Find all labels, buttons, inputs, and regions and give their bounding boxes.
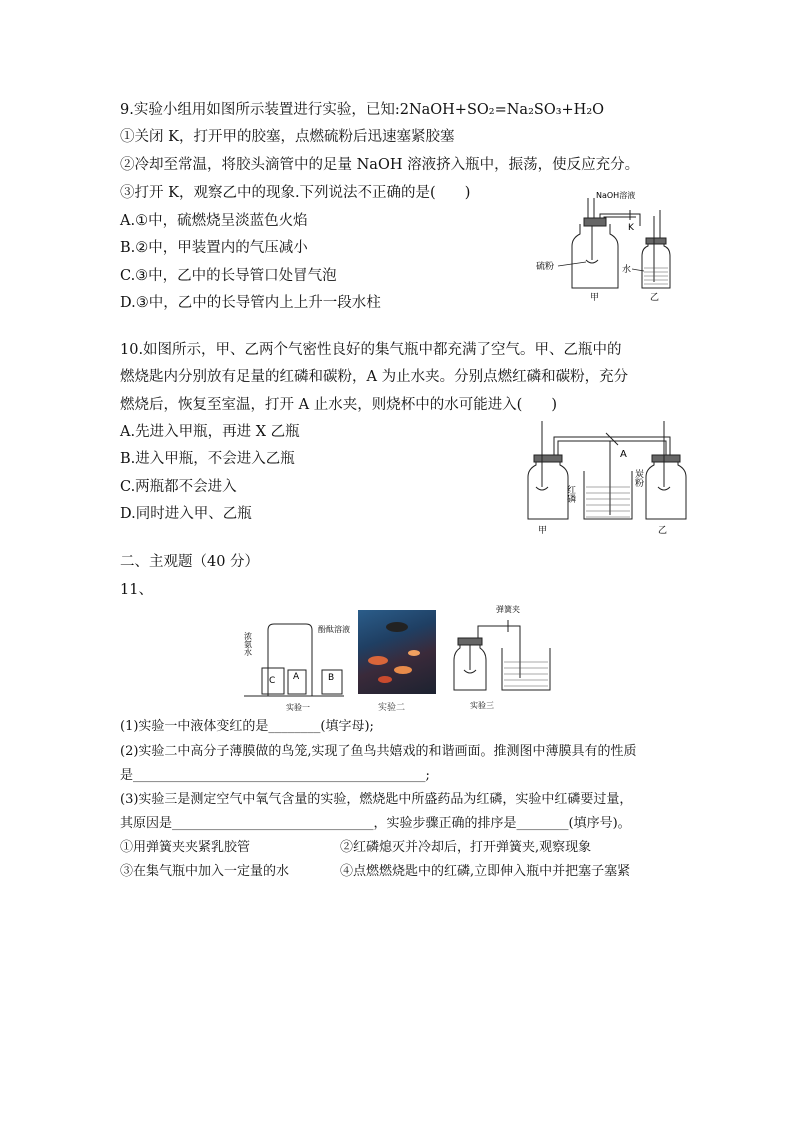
q11-label-clip: 弹簧夹 <box>496 605 520 614</box>
q11-number: 11、 <box>120 582 153 598</box>
q10-option-b: B.进入甲瓶，不会进入乙瓶 <box>120 451 295 467</box>
q11-part1: (1)实验一中液体变红的是________(填字母); <box>120 719 374 734</box>
q10-option-d: D.同时进入甲、乙瓶 <box>120 506 252 522</box>
q9-option-b: B.②中，甲装置内的气压减小 <box>120 240 308 256</box>
q11-step4: ④点燃燃烧匙中的红磷,立即伸入瓶中并把塞子塞紧 <box>340 864 631 879</box>
q10-stem-line2: 燃烧匙内分别放有足量的红磷和碳粉，A 为止水夹。分别点燃红磷和碳粉，充分 <box>120 369 629 385</box>
q10-apparatus-figure <box>520 415 700 537</box>
q9-option-a: A.①中，硫燃烧呈淡蓝色火焰 <box>120 213 308 229</box>
q9-step1: ①关闭 K，打开甲的胶塞，点燃硫粉后迅速塞紧胶塞 <box>120 129 455 145</box>
q10-label-carbon: 炭粉 <box>633 469 643 487</box>
q10-label-a: A <box>620 449 627 460</box>
q9-label-water: 水 <box>622 265 632 275</box>
q9-stem: 9.实验小组用如图所示装置进行实验，已知:2NaOH+SO₂=Na₂SO₃+H₂O <box>120 102 605 118</box>
q9-label-jia: 甲 <box>590 293 600 303</box>
q11-step2: ②红磷熄灭并冷却后，打开弹簧夹,观察现象 <box>340 840 592 855</box>
q10-stem-line1: 10.如图所示，甲、乙两个气密性良好的集气瓶中都充满了空气。甲、乙瓶中的 <box>120 342 622 358</box>
q11-label-b: B <box>328 673 335 683</box>
q9-label-sulfur: 硫粉 <box>536 262 555 272</box>
q11-part2-line1: (2)实验二中高分子薄膜做的鸟笼,实现了鱼鸟共嬉戏的和谐画面。推测图中薄膜具有的性质 <box>120 744 637 759</box>
q10-stem-line3: 燃烧后，恢复至室温，打开 A 止水夹，则烧杯中的水可能进入( ) <box>120 397 558 413</box>
q10-label-jia: 甲 <box>538 526 548 536</box>
q11-label-a: A <box>293 672 300 682</box>
q11-label-exp2: 实验二 <box>378 703 406 713</box>
q11-label-exp3: 实验三 <box>470 701 494 710</box>
q10-option-c: C.两瓶都不会进入 <box>120 479 237 495</box>
q9-step2: ②冷却至常温，将胶头滴管中的足量 NaOH 溶液挤入瓶中，振荡，使反应充分。 <box>120 157 640 173</box>
q9-apparatus-figure <box>530 186 690 306</box>
q11-label-exp1: 实验一 <box>286 703 310 712</box>
q9-option-c: C.③中，乙中的长导管口处冒气泡 <box>120 268 337 284</box>
q9-step3: ③打开 K，观察乙中的现象.下列说法不正确的是( ) <box>120 185 471 201</box>
q9-label-yi: 乙 <box>650 293 660 303</box>
q10-label-yi: 乙 <box>658 526 668 536</box>
q11-label-phenol: 酚酞溶液 <box>318 625 350 634</box>
q11-step1: ①用弹簧夹夹紧乳胶管 <box>120 840 251 855</box>
q11-label-ammonia: 浓氨水 <box>243 632 253 656</box>
q11-part3-line1: (3)实验三是测定空气中氧气含量的实验，燃烧匙中所盛药品为红磷，实验中红磷要过量， <box>120 792 633 807</box>
q11-experiment2-photo <box>358 610 436 694</box>
q11-experiment3-figure <box>450 600 560 712</box>
section-two-heading: 二、主观题（40 分） <box>120 554 260 570</box>
q11-experiment1-figure <box>240 618 350 713</box>
q11-part2-line2: 是_____________________________________________; <box>120 768 430 783</box>
q9-label-naoh: NaOH溶液 <box>596 191 636 200</box>
q11-step3: ③在集气瓶中加入一定量的水 <box>120 864 290 879</box>
q11-part3-line2: 其原因是_______________________________，实验步骤正确的排序是________(填序号)。 <box>120 816 631 831</box>
q10-option-a: A.先进入甲瓶，再进 X 乙瓶 <box>120 424 300 440</box>
q9-label-k: K <box>628 223 634 233</box>
q10-label-red-phosphorus: 红磷 <box>565 485 575 503</box>
q9-option-d: D.③中，乙中的长导管内上上升一段水柱 <box>120 295 381 311</box>
q11-label-c: C <box>269 676 276 686</box>
